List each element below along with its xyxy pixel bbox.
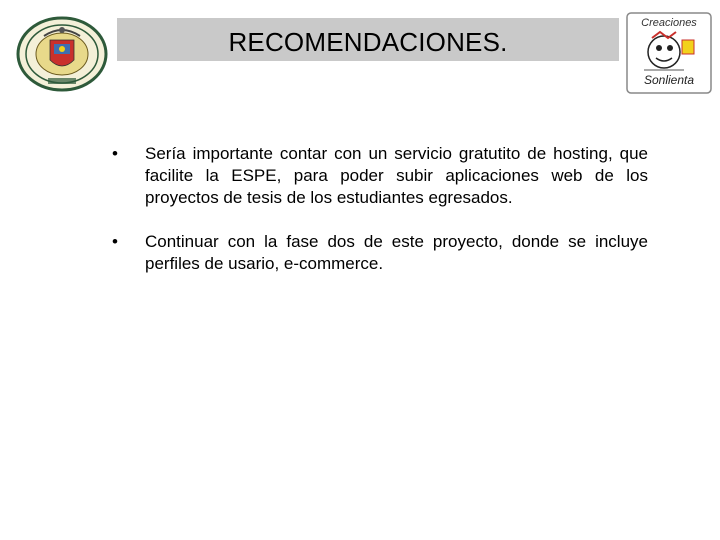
logo-top-text: Creaciones (641, 17, 697, 29)
list-item (112, 143, 648, 209)
list-item (112, 231, 648, 275)
creaciones-logo (626, 12, 712, 94)
bullet-marker: • (112, 232, 118, 251)
logo-bottom-text: Sonlienta (643, 73, 695, 87)
institution-seal-logo (16, 16, 108, 92)
title-bar (117, 18, 619, 61)
bullet-text: Sería importante contar con un servicio gratutito de hosting, que facilite la ESPE, para poder subir aplicaciones web de los proyectos de tesis de los estudiantes egresados. (145, 144, 648, 207)
bullet-text: Continuar con la fase dos de este proyecto, donde se incluye perfiles de usario, e-commerce. (145, 232, 648, 273)
slide-title: RECOMENDACIONES. (228, 27, 508, 57)
recommendations-list (112, 143, 648, 297)
bullet-marker: • (112, 144, 118, 163)
